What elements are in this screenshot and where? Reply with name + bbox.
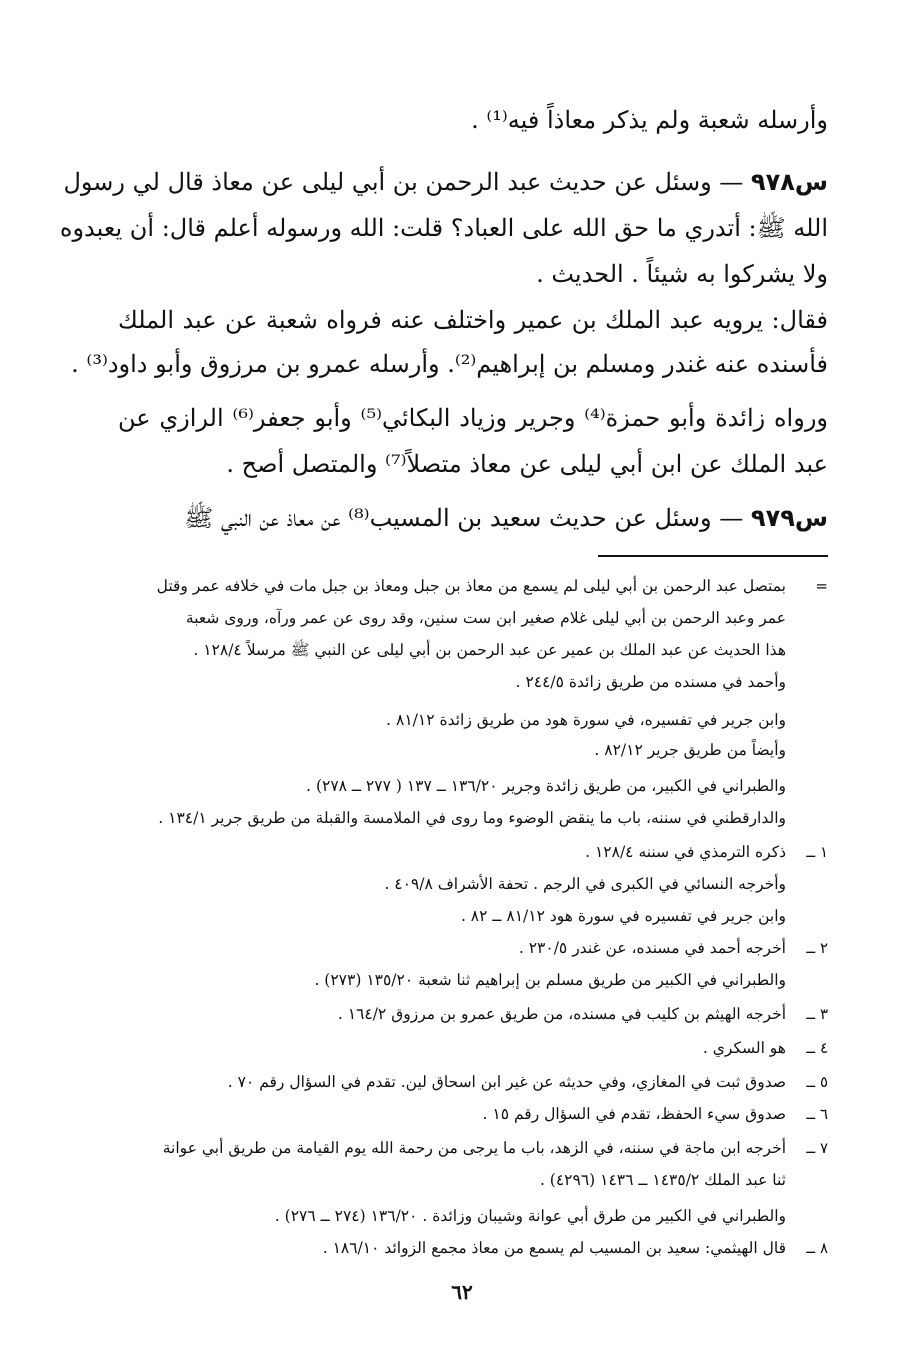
footnote-text: والدارقطني في سننه، باب ما ينقض الوضوء وما روى في الملامسة والقبلة من طريق جرير ١٣٤/١ .: [158, 809, 786, 827]
main-text-content: فأسنده عنه غندر ومسلم بن إبراهيم⁽²⁾. وأرسله عمرو بن مرزوق وأبو داود⁽³⁾ .: [71, 350, 828, 378]
footnote-line: [103, 572, 828, 600]
footnote-line: [61, 804, 828, 832]
main-text-line: [118, 252, 828, 296]
footnote-line: [103, 1000, 828, 1028]
main-text-content: عبد الملك عن ابن أبي ليلى عن معاذ متصلاً⁽⁷⁾ والمتصل أصح .: [226, 450, 828, 478]
footnote-line: [61, 706, 828, 734]
footnote-line: [61, 1166, 828, 1194]
footnote-text: بمتصل عبد الرحمن بن أبي ليلى لم يسمع من معاذ بن جبل ومعاذ بن جبل مات في خلافه عمر وقتل: [156, 577, 786, 595]
footnote-line: [103, 934, 828, 962]
footnote-line: [61, 736, 828, 764]
footnote-line: [61, 870, 828, 898]
main-text-line: [118, 442, 828, 486]
footnote-text: وأخرجه النسائي في الكبرى في الرجم . تحفة الأشراف ٤٠٩/٨ .: [384, 875, 786, 893]
footnote-mark: ٢ ــ: [806, 939, 828, 957]
footnote-text: والطبراني في الكبير من طرق أبي عوانة وشيبان وزائدة . ١٣٦/٢٠ (٢٧٤ ــ ٢٧٦) .: [274, 1207, 786, 1225]
footnote-line: [61, 668, 828, 696]
footnote-mark: ٤ ــ: [806, 1039, 828, 1057]
main-text-content: ورواه زائدة وأبو حمزة⁽⁴⁾ وجرير وزياد البكائي⁽⁵⁾ وأبو جعفر⁽⁶⁾ الرازي عن: [118, 404, 828, 432]
question-number: س٩٧٩: [750, 504, 828, 532]
footnote-text: هو السكري .: [702, 1039, 786, 1057]
main-text-content: فقال: يرويه عبد الملك بن عمير واختلف عنه فرواه شعبة عن عبد الملك: [118, 306, 828, 334]
footnote-text: وابن جرير في تفسيره في سورة هود ٨١/١٢ ــ ٨٢ .: [460, 907, 786, 925]
question-978-heading: [63, 160, 828, 204]
footnote-line: [103, 1034, 828, 1062]
main-text-content: — وسئل عن حديث عبد الرحمن بن أبي ليلى عن معاذ قال لي رسول: [63, 168, 744, 196]
footnote-text: والطبراني في الكبير، من طريق زائدة وجرير ١٣٦/٢٠ ــ ١٣٧ ( ٢٧٧ ــ ٢٧٨) .: [306, 777, 786, 795]
footnote-line: [61, 966, 828, 994]
footnote-mark: ٨ ــ: [806, 1239, 828, 1257]
footnote-text: وابن جرير في تفسيره، في سورة هود من طريق زائدة ٨١/١٢ .: [386, 711, 786, 729]
footnote-divider: [598, 555, 828, 557]
question-number: س٩٧٨: [750, 168, 828, 196]
main-text-line: [118, 396, 828, 440]
footnote-mark: ١ ــ: [806, 843, 828, 861]
footnote-text: أخرجه ابن ماجة في سننه، في الزهد، باب ما يرجى من رحمة الله يوم القيامة من طريق أبي عوانة: [162, 1139, 786, 1157]
footnote-mark: ٧ ــ: [806, 1139, 828, 1157]
footnote-text: عمر وعبد الرحمن بن أبي ليلى غلام صغير ابن ست سنين، وقد روى عن عمر ورآه، وروى شعبة: [185, 609, 786, 627]
footnote-line: [61, 1202, 828, 1230]
footnote-text: ثنا عبد الملك ١٤٣٥/٢ ــ ١٤٣٦ (٤٢٩٦) .: [539, 1171, 786, 1189]
footnote-text: والطبراني في الكبير من طريق مسلم بن إبراهيم ثنا شعبة ١٣٥/٢٠ (٢٧٣) .: [314, 971, 786, 989]
footnote-line: [61, 902, 828, 930]
footnote-mark: ٣ ــ: [806, 1005, 828, 1023]
footnote-text: صدوق سيء الحفظ، تقدم في السؤال رقم ١٥ .: [482, 1105, 786, 1123]
footnote-text: أخرجه الهيثم بن كليب في مسنده، من طريق عمرو بن مرزوق ١٦٤/٢ .: [337, 1005, 786, 1023]
main-text-content: الله ﷺ: أتدري ما حق الله على العباد؟ قلت: الله ورسوله أعلم قال: أن يعبدوه: [59, 214, 828, 242]
main-text-content: — وسئل عن حديث سعيد بن المسيب⁽⁸⁾ عن معاذ عن النبي ﷺ: [184, 504, 744, 532]
footnote-line: [61, 604, 828, 632]
footnote-text: وأحمد في مسنده من طريق زائدة ٢٤٤/٥ .: [515, 673, 786, 691]
footnote-text: ذكره الترمذي في سننه ١٢٨/٤ .: [585, 843, 786, 861]
footnote-mark: =: [815, 577, 828, 595]
footnote-mark: ٥ ــ: [806, 1073, 828, 1091]
footnote-text: وأيضاً من طريق جرير ٨٢/١٢ .: [594, 741, 786, 759]
footnote-line: [103, 1068, 828, 1096]
footnote-text: قال الهيثمي: سعيد بن المسيب لم يسمع من معاذ مجمع الزوائد ١٨٦/١٠ .: [322, 1239, 786, 1257]
page-number: ٦٢: [451, 1280, 473, 1304]
footnote-mark: ٦ ــ: [806, 1105, 828, 1123]
footnote-text: هذا الحديث عن عبد الملك بن عمير عن عبد الرحمن بن أبي ليلى عن النبي ﷺ مرسلاً ١٢٨/٤ .: [193, 641, 786, 659]
footnote-line: [103, 1234, 828, 1262]
main-text-line: [59, 206, 828, 250]
main-text-line: [118, 98, 828, 142]
footnote-line: [61, 772, 828, 800]
footnote-line: [103, 1100, 828, 1128]
main-text-line: [71, 342, 828, 386]
footnote-line: [103, 838, 828, 866]
main-text-content: وأرسله شعبة ولم يذكر معاذاً فيه⁽¹⁾ .: [471, 106, 828, 134]
footnote-line: [103, 1134, 828, 1162]
footnote-line: [61, 636, 828, 664]
footnote-text: صدوق ثبت في المغازي، وفي حديثه عن غير ابن اسحاق لين. تقدم في السؤال رقم ٧٠ .: [227, 1073, 786, 1091]
footnote-text: أخرجه أحمد في مسنده، عن غندر ٢٣٠/٥ .: [518, 939, 786, 957]
main-text-content: ولا يشركوا به شيئاً . الحديث .: [536, 260, 828, 288]
main-text-line: [118, 298, 828, 342]
question-979-heading: [118, 496, 828, 540]
